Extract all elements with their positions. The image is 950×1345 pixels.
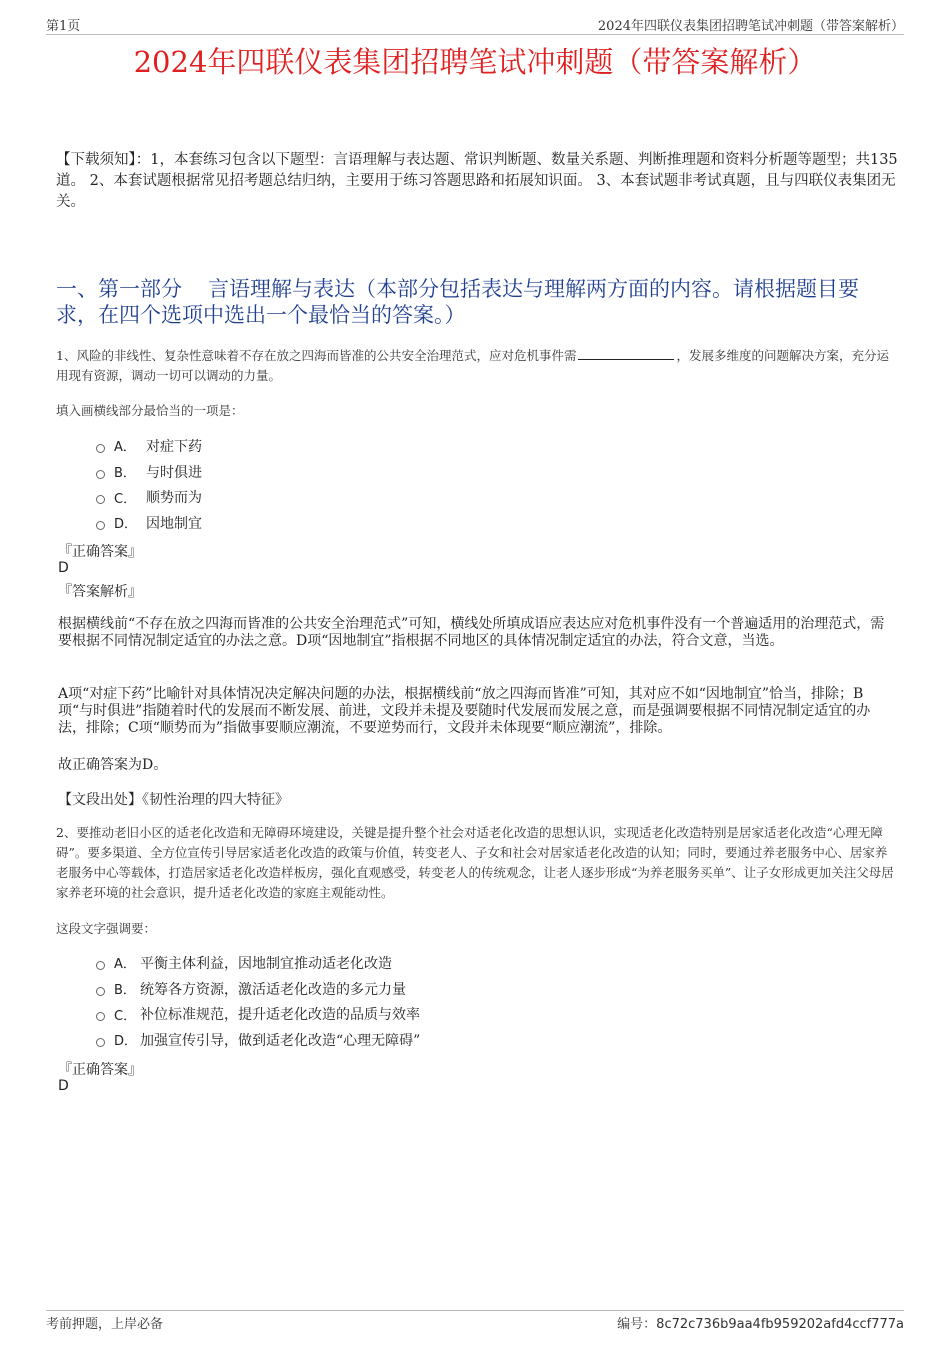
option-a[interactable] [96, 433, 796, 459]
option-text: 对症下药 [146, 438, 202, 455]
radio-icon[interactable] [96, 1038, 105, 1047]
option-c[interactable] [96, 484, 796, 510]
option-letter: D． [114, 517, 138, 533]
section-title: 言语理解与表达（本部分包括表达与理解两方面的内容。请根据题目要求，在四个选项中选出一个最恰当的答案。） [56, 277, 859, 327]
radio-icon[interactable] [96, 470, 105, 479]
question-1-text-after: ，发展多维度的问题解决方案，充分运用现有资源，调动一切可以调动的力量。 [56, 348, 889, 383]
option-b[interactable] [96, 976, 796, 1002]
analysis-label: 『答案解析』 [58, 584, 142, 600]
option-letter: B． [114, 466, 136, 482]
answer-blank [578, 347, 674, 360]
correct-answer: D [58, 1078, 69, 1094]
option-text: 因地制宜 [146, 515, 202, 532]
option-text: 加强宣传引导，做到适老化改造“心理无障碍” [140, 1032, 421, 1049]
footer-code-label: 编号： [617, 1317, 657, 1332]
radio-icon[interactable] [96, 987, 105, 996]
question-2-prompt: 这段文字强调要： [56, 921, 157, 936]
option-letter: C． [114, 1008, 137, 1024]
radio-icon[interactable] [96, 1012, 105, 1021]
question-2-options [96, 950, 796, 1053]
question-1-options [96, 433, 796, 536]
option-text: 与时俱进 [146, 464, 202, 481]
analysis-conclusion: 故正确答案为D。 [58, 757, 168, 773]
footer-code [617, 1313, 904, 1332]
question-1-text-before: 1、风险的非线性、复杂性意味着不存在放之四海而皆准的公共安全治理范式，应对危机事件需 [56, 348, 577, 363]
radio-icon[interactable] [96, 444, 105, 453]
header-doc-name: 2024年四联仪表集团招聘笔试冲刺题（带答案解析） [597, 19, 904, 34]
footer-code-value: 8c72c736b9aa4fb959202afd4ccf777a [656, 1317, 904, 1332]
page-footer [46, 1310, 904, 1331]
correct-answer-label: 『正确答案』 [58, 544, 142, 560]
option-a[interactable] [96, 950, 796, 976]
radio-icon[interactable] [96, 495, 105, 504]
footer-slogan: 考前押题，上岸必备 [46, 1317, 164, 1332]
analysis-paragraph: 根据横线前“不存在放之四海而皆准的公共安全治理范式”可知，横线处所填成语应表达应对危机事件没有一个普遍适用的治理范式，需要根据不同情况制定适宜的办法之意。D项“因地制宜”指根据不同地区的具体情况制定适宜的办法，符合文意，当选。 [58, 616, 885, 649]
option-d[interactable] [96, 1027, 796, 1053]
question-1-text [56, 346, 898, 386]
option-letter: A． [114, 440, 136, 456]
option-letter: C． [114, 491, 137, 507]
question-2-text: 2、要推动老旧小区的适老化改造和无障碍环境建设，关键是提升整个社会对适老化改造的思想认识，实现适老化改造特别是居家适老化改造“心理无障碍”。要多渠道、全方位宣传引导居家适老化改造的政策与价值，转变老人、子女和社会对居家适老化改造的认知；同时，要通过养老服务中心、居家养老服务中心等载体，打造居家适老化改造样板房，强化直观感受，转变老人的传统观念，让老人逐步形成“为养老服务买单”、让子女形成更加关注父母居家养老环境的社会意识，提升适老化改造的家庭主观能动性。 [56, 825, 894, 900]
option-c[interactable] [96, 1001, 796, 1027]
passage-source: 【文段出处】《韧性治理的四大特征》 [58, 792, 289, 808]
radio-icon[interactable] [96, 521, 105, 530]
question-1-prompt: 填入画横线部分最恰当的一项是： [56, 403, 244, 418]
option-b[interactable] [96, 459, 796, 485]
page-header [46, 14, 904, 35]
option-text: 顺势而为 [146, 490, 202, 507]
document-title: 2024年四联仪表集团招聘笔试冲刺题（带答案解析） [133, 45, 817, 79]
option-letter: A． [114, 957, 136, 973]
option-text: 补位标准规范，提升适老化改造的品质与效率 [140, 1007, 420, 1024]
download-notice: 【下载须知】：1，本套练习包含以下题型：言语理解与表达题、常识判断题、数量关系题、判断推理题和资料分析题等题型；共135道。 2、本套试题根据常见招考题总结归纳，主要用于练习答题思路和拓展知识面。 3、本套试题非考试真题，且与四联仪表集团无关。 [56, 152, 898, 210]
correct-answer: D [58, 560, 69, 576]
option-text: 统筹各方资源，激活适老化改造的多元力量 [140, 981, 406, 998]
section-number: 一、第一部分 [56, 277, 182, 301]
radio-icon[interactable] [96, 961, 105, 970]
correct-answer-label: 『正确答案』 [58, 1062, 142, 1078]
option-text: 平衡主体利益，因地制宜推动适老化改造 [140, 955, 392, 972]
analysis-paragraph: A项“对症下药”比喻针对具体情况决定解决问题的办法，根据横线前“放之四海而皆准”可知，其对应不如“因地制宜”恰当，排除；B项“与时俱进”指随着时代的发展而不断发展、前进，文段并未提及要随时代发展而发展之意，而是强调要根据不同情况制定适宜的办法，排除；C项“顺势而为”指做事要顺应潮流，不要逆势而行，文段并未体现要“顺应潮流”，排除。 [58, 686, 871, 736]
option-d[interactable] [96, 510, 796, 536]
option-letter: B． [114, 983, 136, 999]
page-number: 第1页 [46, 19, 81, 34]
option-letter: D． [114, 1034, 138, 1050]
section-heading [56, 276, 896, 328]
